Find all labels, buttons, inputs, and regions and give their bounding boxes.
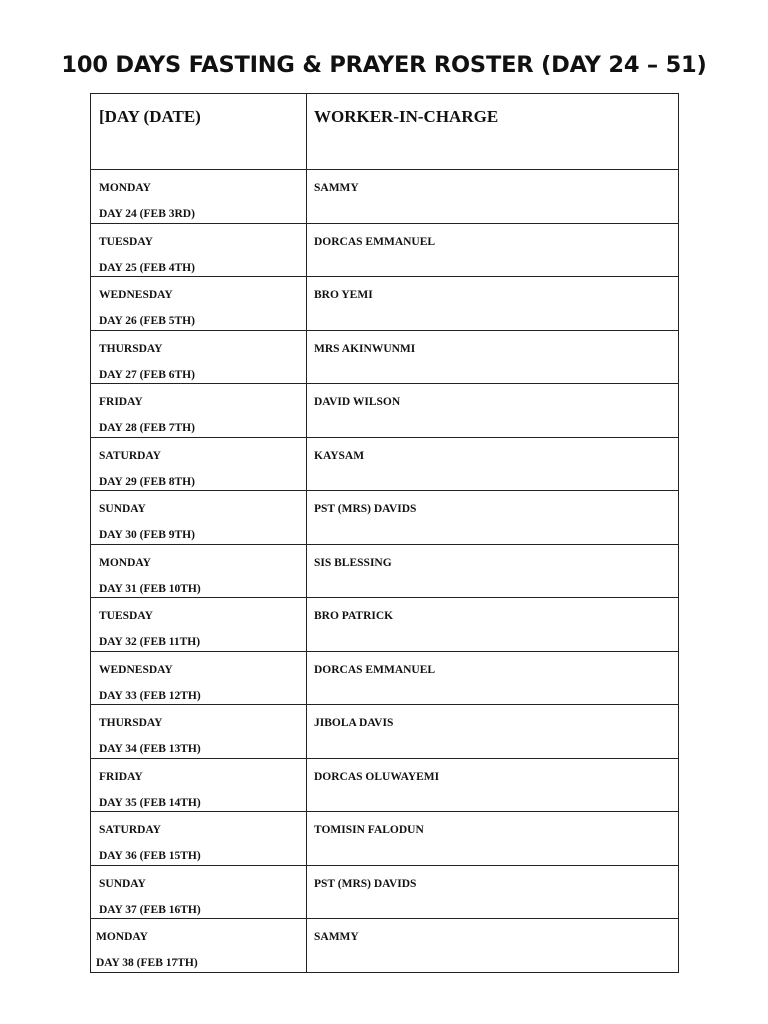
table-row	[91, 277, 679, 331]
day-name: WEDNESDAY	[99, 289, 173, 301]
day-number-date: DAY 30 (FEB 9TH)	[99, 529, 195, 541]
header-cell-worker	[307, 94, 679, 170]
day-date-cell	[91, 277, 307, 331]
table-row	[91, 330, 679, 384]
worker-cell	[307, 491, 679, 545]
day-name: FRIDAY	[99, 396, 143, 408]
worker-cell	[307, 170, 679, 224]
worker-cell	[307, 865, 679, 919]
worker-cell	[307, 384, 679, 438]
table-row	[91, 598, 679, 652]
roster-body	[91, 94, 679, 973]
day-name: MONDAY	[99, 182, 151, 194]
day-date-cell	[91, 544, 307, 598]
day-date-cell	[91, 491, 307, 545]
worker-cell	[307, 705, 679, 759]
worker-cell	[307, 919, 679, 973]
table-row	[91, 437, 679, 491]
worker-cell	[307, 651, 679, 705]
worker-name: DORCAS EMMANUEL	[314, 235, 436, 248]
day-date-cell	[91, 330, 307, 384]
header-day-date-label: [DAY (DATE)	[99, 107, 201, 126]
day-name: FRIDAY	[99, 770, 143, 783]
day-date-cell	[91, 384, 307, 438]
worker-cell	[307, 812, 679, 866]
worker-cell	[307, 544, 679, 598]
worker-name: BRO YEMI	[314, 289, 373, 301]
day-date-cell	[91, 758, 307, 812]
worker-cell	[307, 223, 679, 277]
day-name: SUNDAY	[99, 503, 146, 515]
day-number-date: DAY 32 (FEB 11TH)	[99, 636, 201, 648]
day-number-date: DAY 27 (FEB 6TH)	[99, 368, 195, 381]
table-header-row	[91, 94, 679, 170]
day-date-cell	[91, 437, 307, 491]
day-name: THURSDAY	[99, 342, 163, 355]
table-row	[91, 865, 679, 919]
day-number-date: DAY 31 (FEB 10TH)	[99, 582, 201, 595]
day-number-date: DAY 24 (FEB 3RD)	[99, 208, 195, 220]
worker-name: BRO PATRICK	[314, 610, 394, 622]
worker-cell	[307, 277, 679, 331]
table-row	[91, 705, 679, 759]
day-date-cell	[91, 170, 307, 224]
day-name: WEDNESDAY	[99, 663, 173, 676]
roster-table	[90, 93, 679, 973]
worker-name: PST (MRS) DAVIDS	[314, 503, 417, 515]
table-row	[91, 919, 679, 973]
day-name: THURSDAY	[99, 717, 163, 729]
day-number-date: DAY 37 (FEB 16TH)	[99, 903, 201, 916]
table-row	[91, 491, 679, 545]
day-name: MONDAY	[96, 931, 148, 943]
day-date-cell	[91, 598, 307, 652]
worker-name: JIBOLA DAVIS	[314, 717, 394, 729]
worker-cell	[307, 598, 679, 652]
day-name: SATURDAY	[99, 449, 161, 462]
worker-name: TOMISIN FALODUN	[314, 824, 424, 836]
table-row	[91, 651, 679, 705]
table-row	[91, 223, 679, 277]
day-date-cell	[91, 705, 307, 759]
worker-cell	[307, 758, 679, 812]
table-row	[91, 384, 679, 438]
worker-name: KAYSAM	[314, 449, 365, 462]
day-number-date: DAY 26 (FEB 5TH)	[99, 315, 195, 327]
page-title: 100 DAYS FASTING & PRAYER ROSTER (DAY 24 – 51)	[61, 52, 707, 78]
table-row	[91, 544, 679, 598]
table-row	[91, 758, 679, 812]
worker-name: MRS AKINWUNMI	[314, 342, 416, 355]
day-number-date: DAY 29 (FEB 8TH)	[99, 475, 195, 488]
day-date-cell	[91, 919, 307, 973]
worker-name: SAMMY	[314, 182, 359, 194]
header-worker-label: WORKER-IN-CHARGE	[314, 107, 499, 126]
day-date-cell	[91, 812, 307, 866]
table-row	[91, 812, 679, 866]
day-name: SATURDAY	[99, 824, 161, 836]
worker-name: DAVID WILSON	[314, 396, 401, 408]
day-name: SUNDAY	[99, 877, 146, 890]
worker-name: SAMMY	[314, 931, 359, 943]
worker-name: PST (MRS) DAVIDS	[314, 877, 417, 890]
day-date-cell	[91, 865, 307, 919]
worker-name: DORCAS OLUWAYEMI	[314, 770, 440, 783]
day-number-date: DAY 28 (FEB 7TH)	[99, 422, 195, 434]
worker-name: DORCAS EMMANUEL	[314, 663, 436, 676]
day-name: TUESDAY	[99, 235, 153, 248]
table-row	[91, 170, 679, 224]
day-date-cell	[91, 651, 307, 705]
day-number-date: DAY 36 (FEB 15TH)	[99, 850, 201, 862]
day-number-date: DAY 34 (FEB 13TH)	[99, 743, 201, 755]
worker-cell	[307, 330, 679, 384]
day-number-date: DAY 25 (FEB 4TH)	[99, 261, 195, 274]
day-number-date: DAY 38 (FEB 17TH)	[96, 957, 198, 969]
worker-name: SIS BLESSING	[314, 556, 392, 569]
day-name: TUESDAY	[99, 610, 153, 622]
day-number-date: DAY 35 (FEB 14TH)	[99, 796, 201, 809]
day-number-date: DAY 33 (FEB 12TH)	[99, 689, 201, 702]
day-name: MONDAY	[99, 556, 151, 569]
day-date-cell	[91, 223, 307, 277]
header-cell-day-date	[91, 94, 307, 170]
worker-cell	[307, 437, 679, 491]
